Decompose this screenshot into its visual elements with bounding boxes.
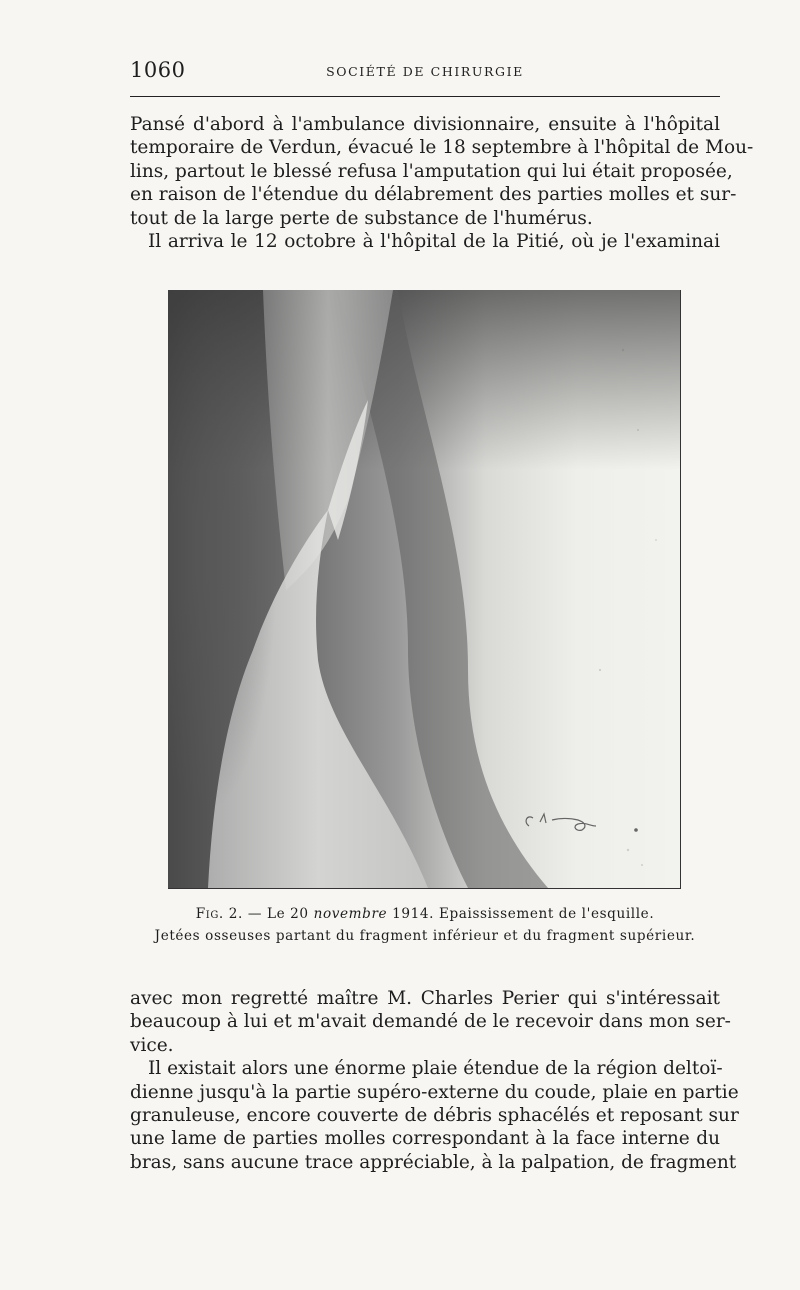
text-line: Il existait alors une énorme plaie étendue de la région deltoï- bbox=[148, 1058, 723, 1080]
text-line: granuleuse, encore couverte de débris sphacélés et reposant sur bbox=[130, 1105, 739, 1127]
text-line: lins, partout le blessé refusa l'amputation qui lui était proposée, bbox=[130, 160, 733, 182]
caption-line-2: Jetées osseuses partant du fragment inférieur et du fragment supérieur. bbox=[154, 928, 696, 944]
text-line: vice. bbox=[130, 1034, 174, 1056]
top-paragraphs bbox=[130, 113, 754, 253]
caption-line-1 bbox=[130, 903, 720, 925]
figure-label: Fig. 2. bbox=[195, 906, 243, 922]
text-line: Pansé d'abord à l'ambulance divisionnaire, ensuite à l'hôpital bbox=[130, 114, 720, 135]
text-line: Il arriva le 12 octobre à l'hôpital de la Pitié, où je l'examinai bbox=[148, 231, 720, 253]
text-line: en raison de l'étendue du délabrement des parties molles et sur- bbox=[130, 184, 737, 206]
radiograph-figure bbox=[168, 290, 681, 889]
signature-mark bbox=[526, 814, 637, 831]
radiograph-image bbox=[168, 290, 680, 888]
figure-caption bbox=[130, 903, 720, 947]
text-line: une lame de parties molles correspondant à la face interne du bbox=[130, 1128, 720, 1150]
caption-italic-month: novembre bbox=[313, 906, 388, 922]
bottom-paragraphs bbox=[130, 987, 739, 1174]
text-line: tout de la large perte de substance de l'humérus. bbox=[130, 207, 593, 229]
text-line: dienne jusqu'à la partie supéro-externe du coude, plaie en partie bbox=[130, 1081, 739, 1103]
header-rule bbox=[130, 96, 720, 97]
text-line: temporaire de Verdun, évacué le 18 septembre à l'hôpital de Mou- bbox=[130, 137, 754, 159]
text-line: avec mon regretté maître M. Charles Perier qui s'intéressait bbox=[130, 988, 720, 1009]
caption-date-prefix: — Le 20 bbox=[242, 906, 314, 922]
text-line: bras, sans aucune trace appréciable, à la palpation, de fragment bbox=[130, 1151, 737, 1173]
page-header bbox=[130, 58, 720, 88]
caption-rest: 1914. Epaississement de l'esquille. bbox=[387, 906, 655, 922]
text-line: beaucoup à lui et m'avait demandé de le recevoir dans mon ser- bbox=[130, 1011, 731, 1033]
page-number: 1060 bbox=[130, 58, 186, 82]
running-title: SOCIÉTÉ DE CHIRURGIE bbox=[326, 64, 524, 79]
